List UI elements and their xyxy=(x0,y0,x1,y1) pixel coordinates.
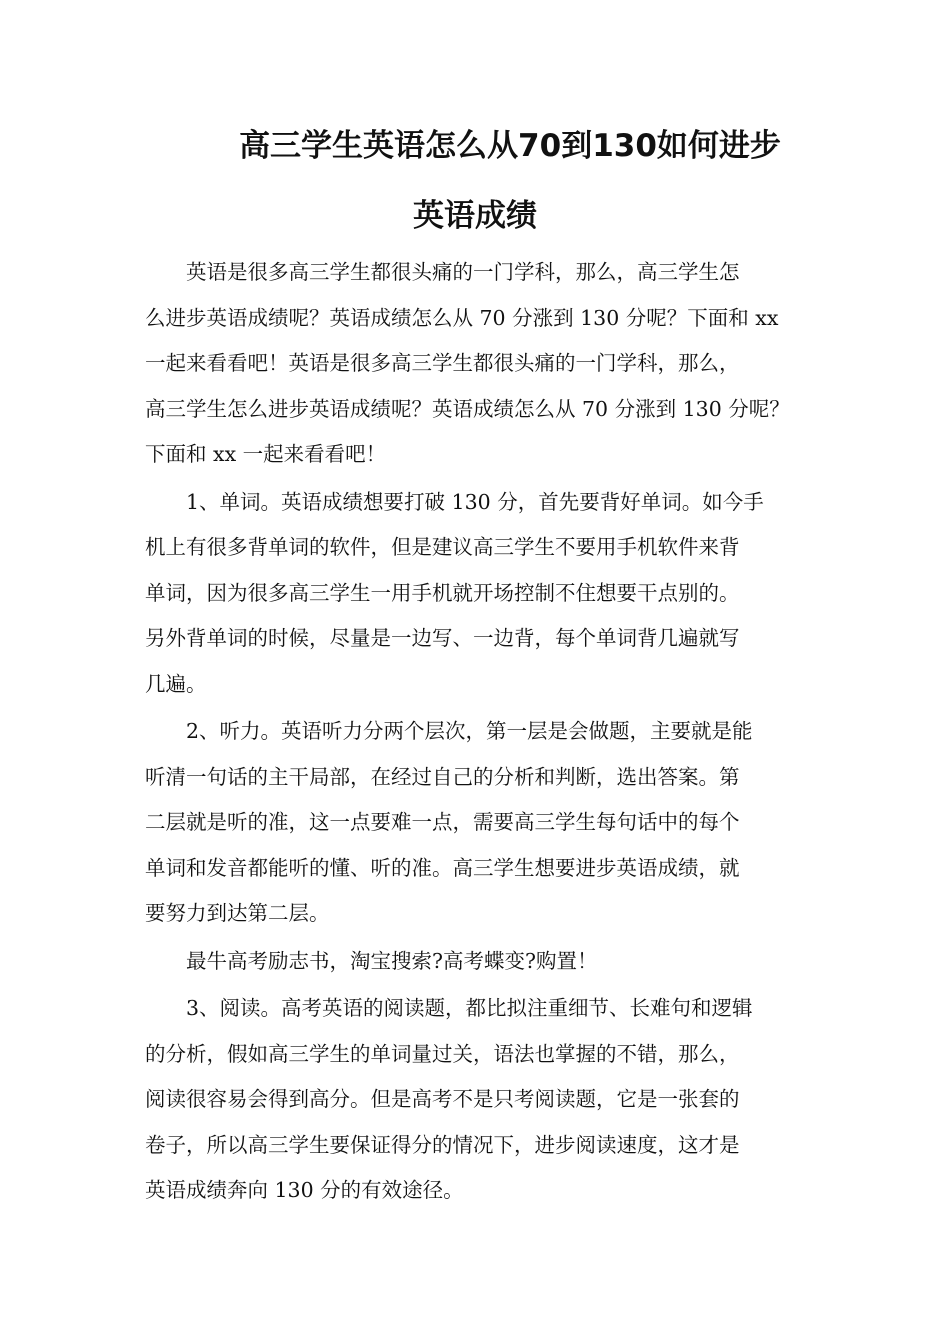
document-title-line-1: 高三学生英语怎么从70到130如何进步 xyxy=(239,128,781,164)
text-line: 听清一句话的主干局部，在经过自己的分析和判断，选出答案。第 xyxy=(145,764,740,789)
text-line: 下面和 xx 一起来看看吧！ xyxy=(145,442,387,466)
text-line: 3、阅读。高考英语的阅读题，都比拟注重细节、长难句和逻辑 xyxy=(186,996,753,1020)
paragraph-listening xyxy=(145,709,810,937)
document-title-line-2: 英语成绩 xyxy=(413,198,537,234)
text-line: 几遍。 xyxy=(145,671,207,696)
text-line: 英语成绩奔向 130 分的有效途径。 xyxy=(145,1178,464,1202)
text-line: 英语是很多高三学生都很头痛的一门学科，那么，高三学生怎 xyxy=(186,260,740,284)
text-line: 阅读很容易会得到高分。但是高考不是只考阅读题，它是一张套的 xyxy=(145,1087,740,1111)
text-line: 另外背单词的时候，尽量是一边写、一边背，每个单词背几遍就写 xyxy=(145,626,740,650)
document-body xyxy=(145,250,810,1216)
text-line: 么进步英语成绩呢？英语成绩怎么从 70 分涨到 130 分呢？下面和 xx xyxy=(145,305,779,330)
text-line: 2、听力。英语听力分两个层次，第一层是会做题，主要就是能 xyxy=(186,719,753,743)
text-line: 一起来看看吧！英语是很多高三学生都很头痛的一门学科，那么， xyxy=(145,351,740,375)
text-line: 机上有很多背单词的软件，但是建议高三学生不要用手机软件来背 xyxy=(145,535,740,559)
text-line: 单词和发音都能听的懂、听的准。高三学生想要进步英语成绩，就 xyxy=(145,855,740,880)
text-line: 单词，因为很多高三学生一用手机就开场控制不住想要干点别的。 xyxy=(145,580,740,605)
paragraph-vocabulary xyxy=(145,480,810,708)
paragraph-reading xyxy=(145,986,810,1214)
text-line: 的分析，假如高三学生的单词量过关，语法也掌握的不错，那么， xyxy=(145,1041,740,1066)
text-line: 最牛高考励志书，淘宝搜索?高考蝶变?购置！ xyxy=(186,948,598,973)
text-line: 卷子，所以高三学生要保证得分的情况下，进步阅读速度，这才是 xyxy=(145,1132,740,1157)
text-line: 1、单词。英语成绩想要打破 130 分，首先要背好单词。如今手 xyxy=(186,489,764,514)
text-line: 高三学生怎么进步英语成绩呢？英语成绩怎么从 70 分涨到 130 分呢？ xyxy=(145,396,790,421)
paragraph-intro xyxy=(145,250,810,478)
text-line: 要努力到达第二层。 xyxy=(145,901,330,925)
text-line: 二层就是听的准，这一点要难一点，需要高三学生每句话中的每个 xyxy=(145,810,740,834)
paragraph-promo xyxy=(145,939,810,985)
